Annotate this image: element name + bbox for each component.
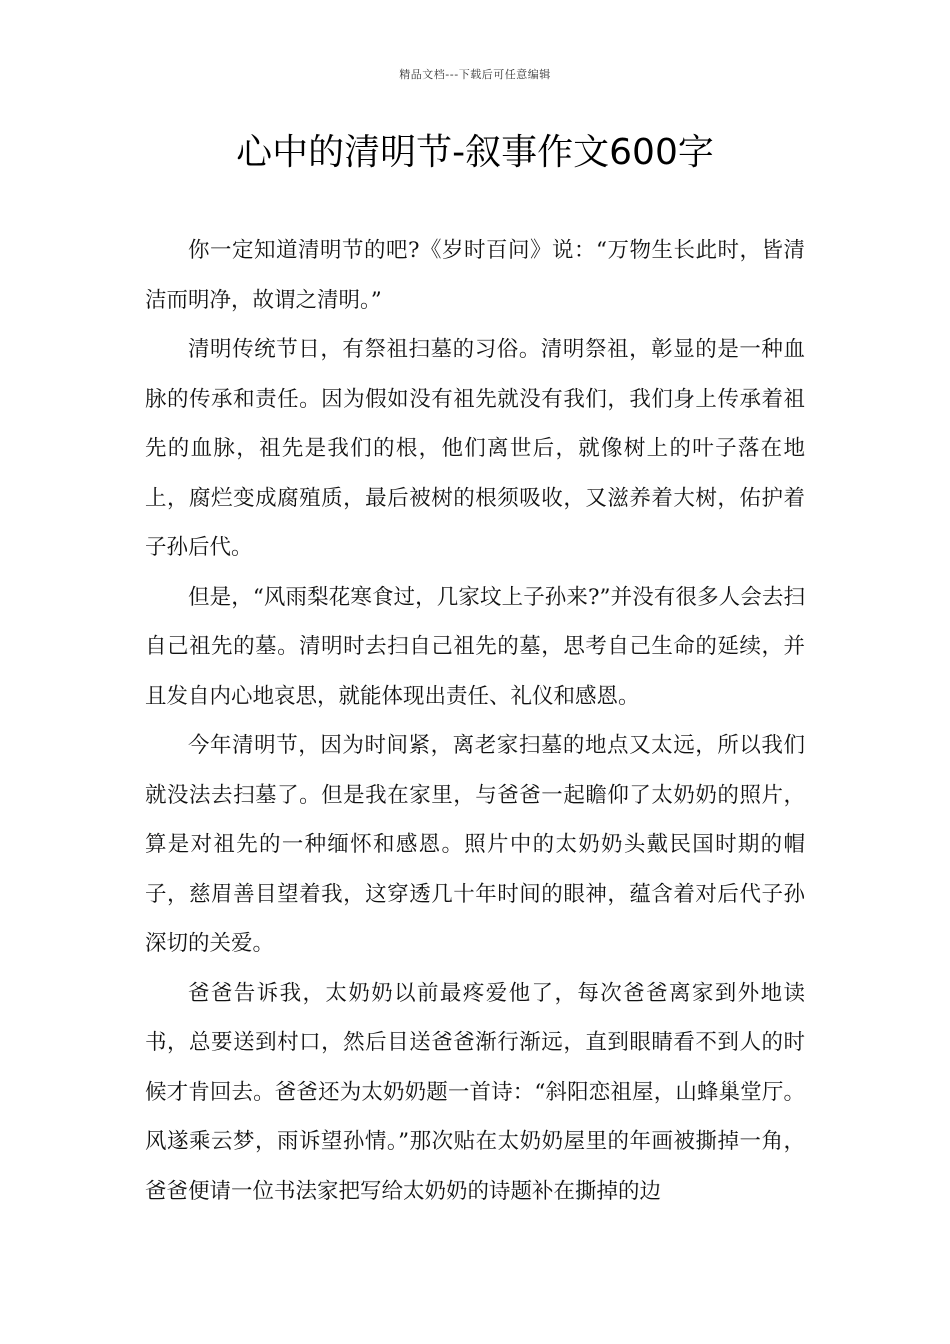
paragraph-5: 爸爸告诉我，太奶奶以前最疼爱他了，每次爸爸离家到外地读书，总要送到村口，然后目送爸爸渐行渐远，直到眼睛看不到人的时候才肯回去。爸爸还为太奶奶题一首诗：“斜阳恋祖屋，山蜂巢堂厅。风遂乘云梦，雨诉望孙情。”那次贴在太奶奶屋里的年画被撕掉一角，爸爸便请一位书法家把写给太奶奶的诗题补在撕掉的边 bbox=[145, 980, 805, 1204]
paragraph-1: 你一定知道清明节的吧?《岁时百问》说：“万物生长此时，皆清洁而明净，故谓之清明。” bbox=[145, 238, 805, 313]
article-body bbox=[145, 226, 805, 1216]
paragraph-3: 但是，“风雨梨花寒食过，几家坟上子孙来?”并没有很多人会去扫自己祖先的墓。清明时去扫自己祖先的墓，思考自己生命的延续，并且发自内心地哀思，就能体现出责任、礼仪和感恩。 bbox=[145, 584, 805, 709]
page-title: 心中的清明节-叙事作文600字 bbox=[236, 132, 714, 173]
paragraph-4: 今年清明节，因为时间紧，离老家扫墓的地点又太远，所以我们就没法去扫墓了。但是我在家里，与爸爸一起瞻仰了太奶奶的照片，算是对祖先的一种缅怀和感恩。照片中的太奶奶头戴民国时期的帽子，慈眉善目望着我，这穿透几十年时间的眼神，蕴含着对后代子孙深切的关爱。 bbox=[145, 733, 805, 956]
header-note: 精品文档---下载后可任意编辑 bbox=[399, 68, 551, 81]
paragraph-2: 清明传统节日，有祭祖扫墓的习俗。清明祭祖，彰显的是一种血脉的传承和责任。因为假如没有祖先就没有我们，我们身上传承着祖先的血脉，祖先是我们的根，他们离世后，就像树上的叶子落在地上，腐烂变成腐殖质，最后被树的根须吸收，又滋养着大树，佑护着子孙后代。 bbox=[145, 337, 805, 560]
